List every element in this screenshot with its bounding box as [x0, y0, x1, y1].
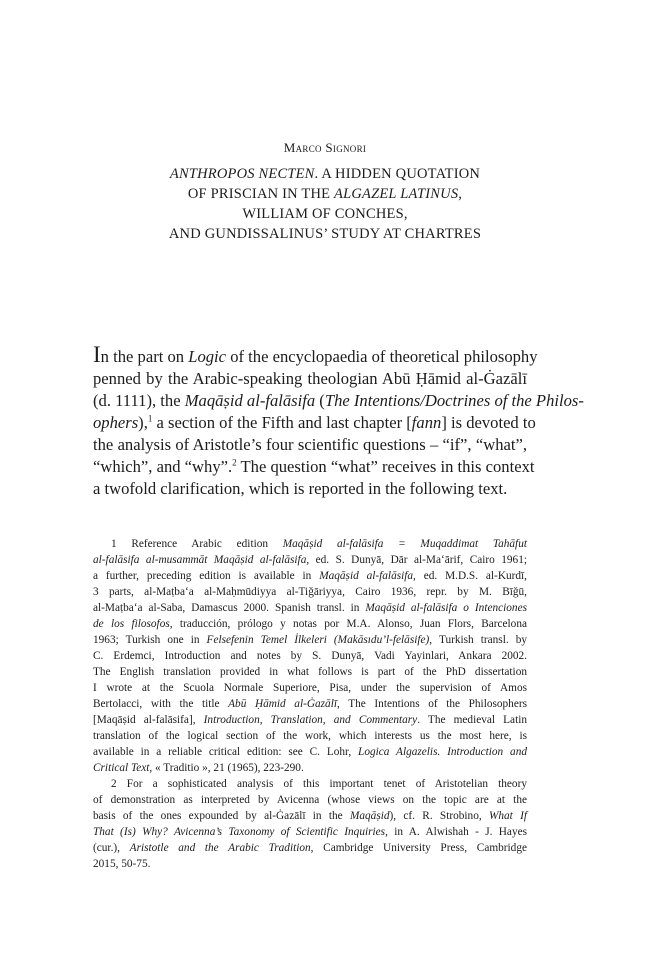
footnote-italic-text: Logica Algazelis. Introduction and	[358, 746, 527, 758]
footnote-line	[93, 744, 527, 760]
footnote-text: 1963; Turkish one in	[93, 634, 207, 646]
footnote-line	[93, 824, 527, 840]
footnote-line	[93, 584, 527, 600]
body-text: The question “what” receives in this context	[236, 457, 535, 476]
title-line	[90, 184, 560, 204]
footnote-text: a further, preceding edition is available in	[93, 570, 320, 582]
body-line	[93, 412, 536, 434]
footnote-italic-text: What If	[488, 810, 528, 822]
title-text: WILLIAM OF CONCHES,	[242, 206, 408, 222]
footnote-line	[93, 552, 527, 568]
title-text: OF PRISCIAN IN THE	[187, 186, 335, 202]
footnote-text: 3 parts, al-Maṭba‘a al-Maḥmūdiyya al-Tiǧāriyya, Cairo 1936, repr. by M. Bīǧū,	[93, 586, 527, 598]
footnote-line	[93, 536, 527, 552]
footnote-italic-text: Maqāṣid al-falāsifa o Intenciones	[365, 602, 527, 614]
footnote-line	[93, 728, 527, 744]
footnote-line	[93, 680, 527, 696]
footnote-line	[93, 568, 527, 584]
footnote-italic-text: Maqāṣid	[349, 810, 390, 822]
footnote-italic-text: al-falāsifa al-musammāt Maqāṣid al-falāsifa	[93, 554, 307, 566]
footnote-line	[93, 632, 527, 648]
footnote-line	[93, 664, 527, 680]
footnote-line	[93, 696, 527, 712]
footnote-text: 2 For a sophisticated analysis of this important tenet of Aristotelian theory	[111, 778, 527, 790]
title-line	[90, 224, 560, 244]
footnote-reference: 2	[232, 457, 237, 468]
footnote-line	[93, 856, 527, 872]
body-line	[93, 342, 538, 368]
footnote-italic-text: de los filosofos	[93, 618, 170, 630]
footnote-line	[93, 776, 527, 792]
footnote-text: 2015, 50-75.	[93, 858, 151, 870]
footnote-italic-text: Abū Ḥāmid al-Ġazālī	[228, 698, 337, 710]
title-text: AND GUNDISSALINUS’ STUDY AT CHARTRES	[168, 226, 482, 242]
body-italic-text: Logic	[188, 347, 227, 366]
title-italic-text: ANTHROPOS NECTEN	[169, 166, 315, 182]
body-text: ),	[138, 413, 148, 432]
footnote-italic-text: Critical Text	[93, 762, 150, 774]
body-italic-text: Maqāṣid al-falāsifa	[184, 391, 316, 410]
footnote-text: The English translation provided in what follows is part of the PhD dissertation	[93, 666, 527, 678]
footnote-text: translation of the logical section of the work, which interests us the most here, is	[93, 730, 527, 742]
footnote-text: C. Erdemci, Introduction and notes by S. Dunyā, Vadi Yayinlari, Ankara 2002.	[93, 650, 527, 662]
title-line	[90, 204, 560, 224]
footnote-italic-text: Maqāṣid al-falāsifa	[319, 570, 414, 582]
footnote-line	[93, 600, 527, 616]
title-line	[90, 164, 560, 184]
footnote-text: [Maqāṣid al-falāsifa],	[93, 714, 204, 726]
body-text: the analysis of Aristotle’s four scientific questions – “if”, “what”,	[93, 435, 527, 454]
body-text: “which”, and “why”.	[93, 457, 233, 476]
body-line	[93, 390, 584, 412]
body-line	[93, 478, 527, 500]
initial-letter: I	[93, 342, 101, 367]
footnote-text: ), cf. R. Strobino,	[389, 810, 489, 822]
footnote-text: , traducción, prólogo y notas por M.A. Alonso, Juan Flors, Barcelona	[169, 618, 527, 630]
footnote-italic-text: Felsefenin Temel İlkeleri (Makāsıdu’l-felāsife)	[206, 634, 430, 646]
footnote-line	[93, 648, 527, 664]
body-paragraph	[93, 342, 584, 500]
body-italic-text: ophers	[93, 413, 139, 432]
footnote-line	[93, 712, 527, 728]
body-line	[93, 456, 535, 478]
footnote-text: , in A. Alwishah - J. Hayes	[385, 826, 528, 838]
footnote-text: al-Maṭba‘a al-Saba, Damascus 2000. Spanish transl. in	[93, 602, 366, 614]
footnote-text: , Turkish transl. by	[429, 634, 527, 646]
footnote-text: (cur.),	[93, 842, 130, 854]
footnote-italic-text: Introduction, Translation, and Commentary	[203, 714, 418, 726]
footnote-text: I wrote at the Scuola Normale Superiore, Pisa, under the supervision of Amos	[93, 682, 527, 694]
footnote-line	[93, 840, 527, 856]
author-name: Marco Signori	[283, 140, 367, 155]
title-text: ,	[458, 186, 463, 202]
footnote-text: 1 Reference Arabic edition	[111, 538, 283, 550]
article-title	[90, 164, 560, 244]
footnote-italic-text: Maqāṣid al-falāsifa = Muqaddimat Tahāfut	[282, 538, 527, 550]
body-text: (d. 1111), the	[93, 391, 185, 410]
body-text: n the part on	[100, 347, 189, 366]
body-text: (	[315, 391, 325, 410]
title-text: . A HIDDEN QUOTATION	[314, 166, 481, 182]
footnote-line	[93, 760, 527, 776]
body-text: a twofold clarification, which is reported in the following text.	[93, 479, 508, 498]
footnote-italic-text: Aristotle and the Arabic Tradition	[129, 842, 311, 854]
body-text: ] is devoted to	[441, 413, 536, 432]
footnote-text: Bertolacci, with the title	[93, 698, 229, 710]
footnote-text: , ed. S. Dunyā, Dār al-Ma‘ārif, Cairo 1961;	[306, 554, 527, 566]
footnote-text: basis of the ones expounded by al-Ġazālī in the	[93, 810, 350, 822]
footnote-text: , ed. M.D.S. al-Kurdī,	[413, 570, 528, 582]
body-text: penned by the Arabic-speaking theologian Abū Ḥāmid al-Ġazālī	[93, 369, 527, 388]
body-line	[93, 434, 527, 456]
footnote-line	[93, 808, 527, 824]
body-italic-text: The Intentions/Doctrines of the Philos-	[324, 391, 584, 410]
footnotes	[93, 536, 527, 872]
body-text: a section of the Fifth and last chapter [	[152, 413, 412, 432]
body-italic-text: fann	[411, 413, 442, 432]
footnote-text: available in a reliable critical edition: see C. Lohr,	[93, 746, 359, 758]
footnote-text: , Cambridge University Press, Cambridge	[310, 842, 527, 854]
footnote-line	[93, 616, 527, 632]
body-line	[93, 368, 527, 390]
footnote-text: of demonstration as interpreted by Avicenna (whose views on the topic are at the	[93, 794, 527, 806]
footnote-text: , The Intentions of the Philosophers	[337, 698, 527, 710]
footnote-italic-text: That (Is) Why? Avicenna’s Taxonomy of Scientific Inquiries	[93, 826, 386, 838]
footnote-text: , « Traditio », 21 (1965), 223-290.	[149, 762, 304, 774]
footnote-line	[93, 792, 527, 808]
title-italic-text: ALGAZEL LATINUS	[334, 186, 459, 202]
body-text: of the encyclopaedia of theoretical philosophy	[226, 347, 538, 366]
footnote-reference: 1	[147, 413, 153, 424]
footnote-text: . The medieval Latin	[417, 714, 527, 726]
